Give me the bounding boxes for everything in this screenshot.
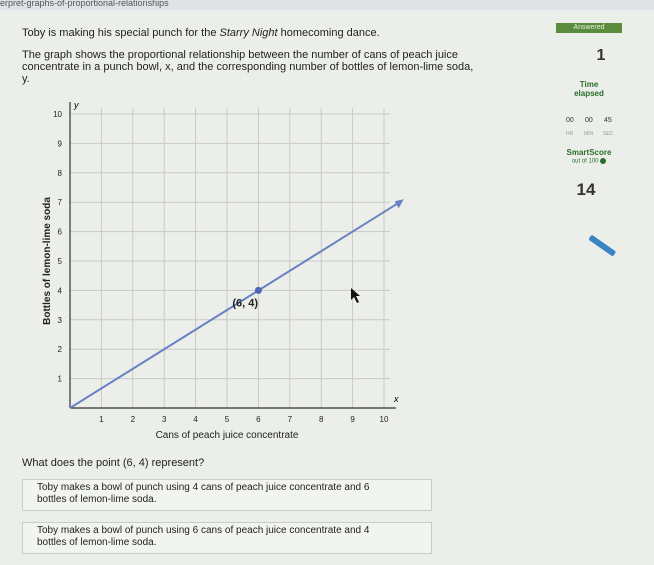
y-tick-label: 7 bbox=[57, 198, 62, 208]
x-tick-label: 6 bbox=[256, 415, 261, 424]
y-tick-label: 4 bbox=[57, 286, 62, 296]
time-label-1: Time bbox=[579, 80, 599, 89]
y-tick-label: 1 bbox=[57, 374, 62, 384]
point-label: (6, 4) bbox=[232, 297, 259, 310]
smartscore-label: SmartScore bbox=[566, 148, 612, 157]
question-intro bbox=[22, 26, 380, 40]
question-prompt: What does the point (6, 4) represent? bbox=[22, 457, 205, 469]
x-tick-label: 1 bbox=[99, 415, 104, 424]
x-tick-label: 7 bbox=[287, 415, 293, 424]
y-tick-label: 3 bbox=[57, 315, 62, 325]
x-axis-label: Cans of peach juice concentrate bbox=[155, 430, 299, 441]
unit-minutes: MIN bbox=[584, 131, 594, 137]
smartscore-sub bbox=[556, 158, 622, 165]
answer-choice-a[interactable] bbox=[22, 479, 432, 511]
proportional-graph bbox=[38, 94, 398, 450]
smartscore-value: 14 bbox=[576, 180, 596, 199]
top-bar bbox=[0, 0, 654, 10]
y-tick-label: 2 bbox=[57, 345, 62, 355]
time-seconds: 45 bbox=[604, 117, 612, 124]
y-axis-label: Bottles of lemon-lime soda bbox=[42, 197, 53, 325]
intro-prefix: Toby is making his special punch for the bbox=[22, 27, 220, 39]
y-tick-label: 5 bbox=[57, 257, 62, 266]
x-tick-label: 5 bbox=[224, 415, 230, 424]
x-tick-label: 4 bbox=[193, 415, 198, 424]
intro-italic: Starry Night bbox=[219, 27, 278, 39]
answered-count: 1 bbox=[596, 47, 606, 64]
choice-b-line-2: bottles of lemon-lime soda. bbox=[37, 537, 157, 548]
answered-label: Answered bbox=[556, 23, 622, 33]
breadcrumb: erpret-graphs-of-proportional-relationships bbox=[0, 0, 169, 8]
unit-hours: HR bbox=[566, 131, 574, 137]
x-tick-label: 3 bbox=[161, 415, 167, 424]
y-tick-label: 6 bbox=[57, 227, 62, 237]
choice-b-line-1: Toby makes a bowl of punch using 6 cans of peach juice concentrate and 4 bbox=[37, 525, 370, 536]
choice-a-line-2: bottles of lemon-lime soda. bbox=[37, 494, 157, 505]
time-minutes: 00 bbox=[585, 117, 593, 124]
x-tick-label: 9 bbox=[350, 415, 355, 424]
y-axis-letter: y bbox=[74, 100, 79, 110]
intro-suffix: homecoming dance. bbox=[277, 27, 380, 39]
answer-choice-b[interactable] bbox=[22, 522, 432, 554]
data-point bbox=[255, 287, 262, 294]
time-label-2: elapsed bbox=[574, 89, 604, 98]
time-elapsed-label bbox=[556, 80, 622, 98]
y-tick-label: 9 bbox=[57, 139, 62, 149]
x-axis-letter: x bbox=[394, 394, 399, 404]
x-tick-label: 8 bbox=[318, 415, 324, 424]
question-line-1: The graph shows the proportional relationship between the number of cans of peach juice bbox=[22, 49, 458, 61]
time-hours: 00 bbox=[566, 117, 574, 124]
x-tick-label: 2 bbox=[130, 415, 136, 424]
info-icon[interactable] bbox=[600, 158, 606, 164]
y-tick-label: 10 bbox=[53, 110, 62, 119]
x-tick-label: 10 bbox=[379, 415, 389, 424]
smartscore-sub-text: out of 100 bbox=[571, 158, 599, 165]
y-tick-label: 8 bbox=[57, 168, 62, 178]
question-line-2: concentrate in a punch bowl, x, and the corresponding number of bottles of lemon-lime soda, bbox=[22, 61, 474, 73]
unit-seconds: SEC bbox=[603, 131, 614, 137]
question-line-3: y. bbox=[22, 73, 30, 85]
choice-a-line-1: Toby makes a bowl of punch using 4 cans of peach juice concentrate and 6 bbox=[37, 482, 370, 493]
